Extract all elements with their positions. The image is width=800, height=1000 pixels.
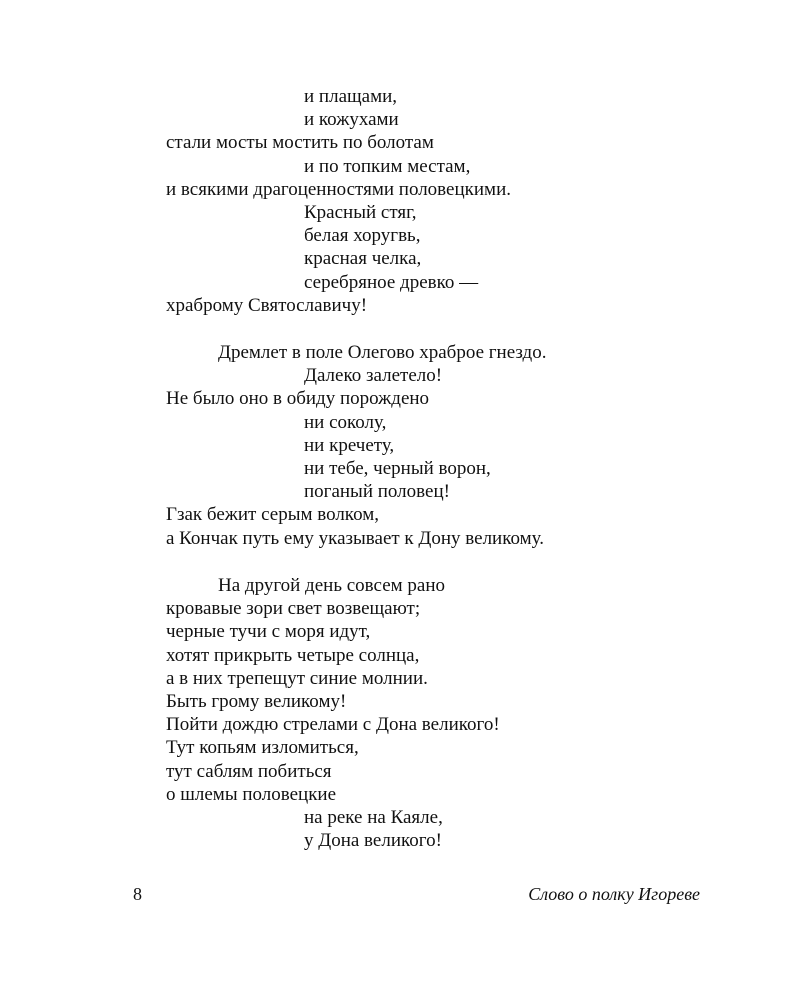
poem-line: На другой день совсем рано (218, 575, 446, 596)
stanza (166, 85, 726, 317)
poem-line: а Кончак путь ему указывает к Дону великому. (166, 527, 545, 549)
poem-line: Не было оно в обиду порождено (166, 388, 430, 410)
poem-line: Пойти дождю стрелами с Дона великого! (166, 714, 500, 736)
page-number: 8 (133, 884, 142, 904)
poem-line: Быть грому великому! (166, 690, 347, 712)
poem-line: ни кречету, (304, 434, 395, 456)
poem-line: Красный стяг, (304, 201, 417, 223)
poem-line: белая хоругвь, (304, 225, 421, 247)
poem-line: кровавые зори свет возвещают; (166, 598, 421, 620)
stanza (166, 574, 726, 852)
poem-line: а в них трепещут синие молнии. (166, 667, 428, 689)
poem-line: поганый половец! (304, 481, 450, 503)
poem-line: о шлемы половецкие (166, 783, 337, 805)
poem-line: и кожухами (304, 109, 399, 131)
running-title: Слово о полку Игореве (528, 884, 700, 904)
poem-line: красная челка, (304, 248, 422, 270)
poem-line: серебряное древко — (304, 271, 479, 293)
poem-line: тут саблям побиться (166, 760, 332, 782)
poem-line: и всякими драгоценностями половецкими. (166, 178, 511, 200)
page-footer (133, 884, 700, 908)
poem-line: у Дона великого! (304, 830, 442, 852)
poem-line: храброму Святославичу! (166, 294, 368, 316)
poem-line: Тут копьям изломиться, (166, 737, 359, 759)
poem-line: Гзак бежит серым волком, (166, 504, 379, 526)
stanza (166, 341, 726, 550)
poem-line: Дремлет в поле Олегово храброе гнездо. (218, 342, 547, 363)
poem-line: ни соколу, (304, 411, 387, 433)
poem-line: хотят прикрыть четыре солнца, (166, 644, 420, 666)
poem-line: на реке на Каяле, (304, 806, 443, 828)
poem-line: черные тучи с моря идут, (166, 621, 371, 643)
poem-line: Далеко залетело! (304, 365, 443, 387)
poem-line: и плащами, (304, 86, 398, 107)
poem-line: стали мосты мостить по болотам (166, 132, 434, 154)
poem-line: и по топким местам, (304, 155, 471, 177)
poem-line: ни тебе, черный ворон, (304, 457, 491, 479)
